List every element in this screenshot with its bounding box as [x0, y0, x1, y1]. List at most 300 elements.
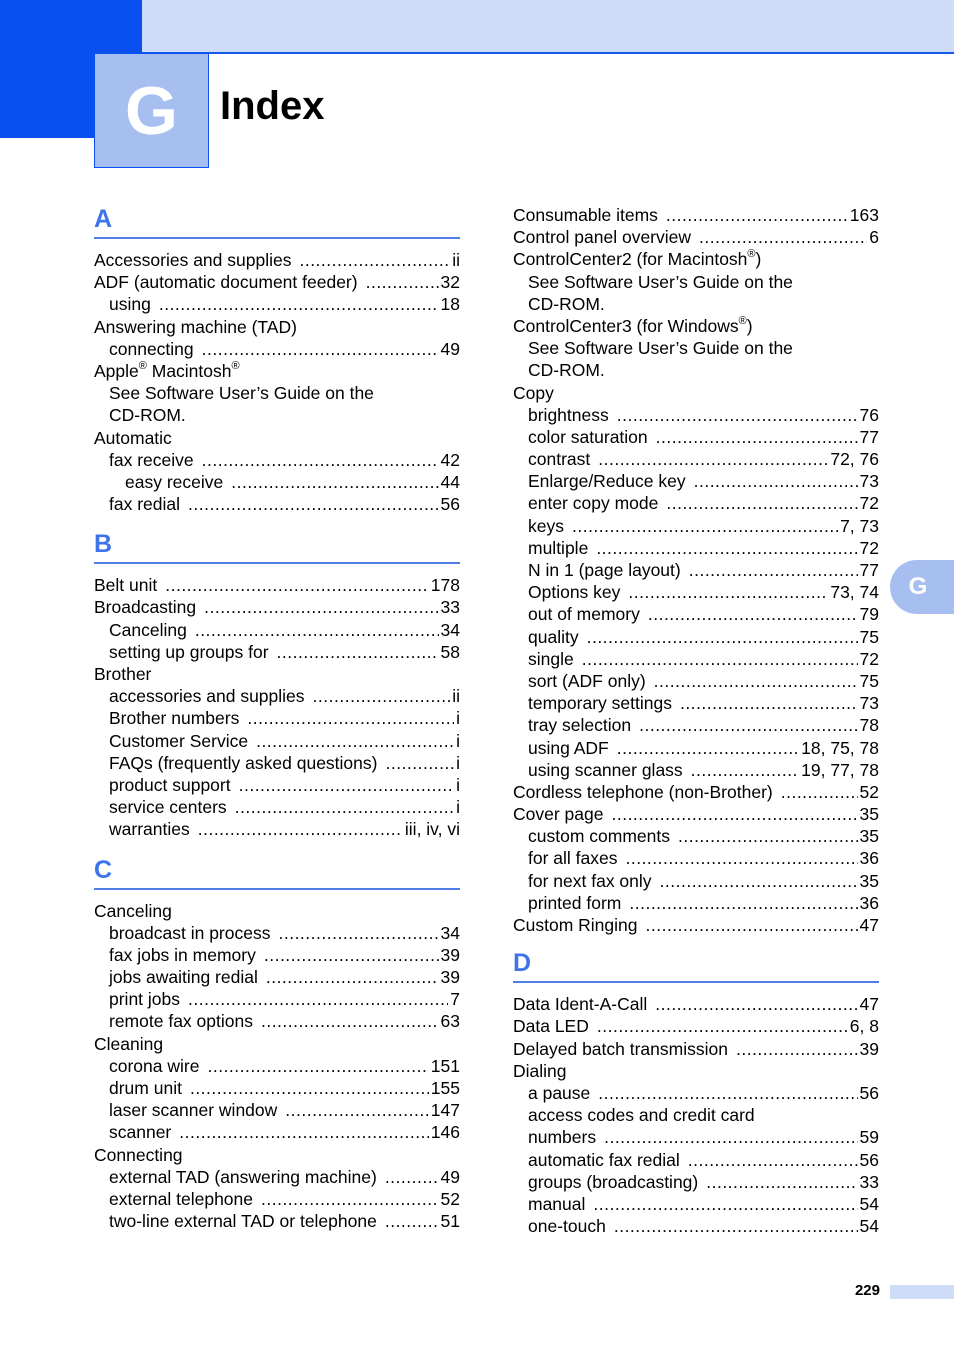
entry-label — [109, 1077, 182, 1099]
index-entry — [94, 316, 460, 338]
dot-leader — [648, 603, 858, 625]
entry-label — [94, 316, 297, 338]
entry-pages: 36 — [859, 892, 879, 913]
entry-label-text: warranties — [109, 819, 190, 840]
index-section — [94, 855, 460, 1233]
index-entry — [94, 900, 460, 922]
entry-label — [109, 1166, 377, 1188]
dot-leader — [385, 752, 454, 774]
dot-leader — [699, 226, 867, 248]
index-entry — [94, 663, 460, 685]
index-entry — [513, 248, 879, 270]
entry-label-text: ) — [746, 315, 753, 336]
index-entry — [94, 641, 460, 663]
entry-label — [109, 685, 305, 707]
index-entry — [94, 427, 460, 449]
dot-leader — [256, 730, 454, 752]
entry-label-text: Automatic — [94, 427, 172, 448]
entry-label-text: See Software User’s Guide on the — [528, 271, 793, 292]
dot-leader — [691, 759, 799, 781]
index-entry — [513, 714, 879, 736]
entry-label-text: ) — [755, 249, 762, 270]
index-entry — [513, 1215, 879, 1237]
entry-label — [94, 249, 291, 271]
entry-label-text: groups (broadcasting) — [528, 1171, 699, 1192]
dot-leader — [165, 574, 429, 596]
entry-label-text: Macintosh — [146, 360, 232, 381]
dot-leader — [611, 803, 857, 825]
index-entry — [513, 515, 879, 537]
dot-leader — [614, 1215, 858, 1237]
entry-label-text: quality — [528, 626, 579, 647]
entry-label-text: printed form — [528, 892, 622, 913]
index-entry — [94, 1188, 460, 1210]
entry-label-text: Options key — [528, 582, 621, 603]
entry-label-text: single — [528, 648, 574, 669]
entry-pages: 51 — [440, 1211, 460, 1232]
index-section — [513, 948, 879, 1237]
index-entry — [513, 692, 879, 714]
index-entry — [513, 670, 879, 692]
index-entry — [513, 382, 879, 404]
entry-pages: 18, 75, 78 — [801, 737, 879, 758]
dot-leader — [587, 626, 858, 648]
dot-leader — [639, 714, 857, 736]
entry-label-text: CD-ROM. — [528, 293, 605, 314]
index-entry — [94, 338, 460, 360]
dot-leader — [688, 1149, 858, 1171]
index-section — [513, 204, 879, 936]
entry-label-text: Canceling — [94, 900, 172, 921]
entry-label — [109, 922, 270, 944]
dot-leader — [202, 338, 439, 360]
entry-label-text: two-line external TAD or telephone — [109, 1211, 377, 1232]
dot-leader — [188, 493, 439, 515]
entry-pages: 39 — [440, 944, 460, 965]
index-entry — [513, 581, 879, 603]
dot-leader — [204, 596, 438, 618]
entry-label-text: setting up groups for — [109, 641, 269, 662]
dot-leader — [656, 426, 858, 448]
dot-leader — [159, 293, 439, 315]
entry-pages: ii — [452, 686, 460, 707]
entry-pages: iii, iv, vi — [404, 819, 460, 840]
entry-label — [528, 670, 646, 692]
entry-label — [528, 1082, 590, 1104]
entry-label — [109, 988, 180, 1010]
dot-leader — [655, 993, 857, 1015]
entry-pages: 54 — [859, 1216, 879, 1237]
section-divider — [94, 888, 460, 890]
index-entry — [94, 1010, 460, 1032]
entry-label-text: N in 1 (page layout) — [528, 560, 681, 580]
dot-leader — [261, 1010, 439, 1032]
entry-label — [528, 1215, 606, 1237]
section-divider — [513, 981, 879, 983]
entry-pages: 7 — [450, 989, 460, 1010]
entry-label — [109, 944, 256, 966]
dot-leader — [654, 670, 858, 692]
index-entry — [513, 337, 879, 359]
entry-label — [513, 382, 554, 404]
entry-pages: i — [456, 797, 460, 818]
entry-label-text: ControlCenter2 (for Macintosh — [513, 249, 748, 270]
index-entry — [513, 1149, 879, 1171]
dot-leader — [313, 685, 451, 707]
entry-pages: 39 — [859, 1038, 879, 1059]
section-letter: B — [94, 530, 113, 559]
dot-leader — [239, 774, 455, 796]
entry-label — [513, 781, 773, 803]
entry-pages: 73 — [859, 693, 879, 714]
index-entry — [513, 914, 879, 936]
section-letter: A — [94, 205, 113, 233]
entry-label-text: print jobs — [109, 989, 181, 1010]
entry-label-text: scanner — [109, 1122, 172, 1143]
index-entry — [513, 315, 879, 337]
entry-pages: 35 — [859, 870, 879, 891]
entry-label-text: FAQs (frequently asked questions) — [109, 752, 378, 773]
entry-pages: i — [456, 752, 460, 773]
dot-leader — [266, 966, 439, 988]
dot-leader — [680, 692, 858, 714]
index-entry — [94, 1144, 460, 1166]
index-entry — [513, 1060, 879, 1082]
entry-label — [94, 596, 196, 618]
entry-label — [109, 641, 269, 663]
page-number-bar — [890, 1285, 954, 1299]
entry-label-text: fax redial — [109, 494, 181, 515]
dot-leader — [582, 648, 858, 670]
entry-label-text: remote fax options — [109, 1011, 253, 1032]
entry-label-text: product support — [109, 774, 231, 795]
entry-label — [513, 248, 761, 270]
index-entry — [94, 360, 460, 382]
entry-label — [513, 315, 753, 337]
entry-label-text: numbers — [528, 1127, 597, 1148]
registered-mark: ® — [738, 314, 747, 327]
entry-label-text: keys — [528, 515, 564, 536]
entry-label-text: multiple — [528, 537, 589, 558]
entry-label — [528, 648, 574, 670]
entry-label-text: Data LED — [513, 1016, 589, 1037]
chapter-letter: G — [125, 72, 178, 149]
entry-label — [109, 752, 377, 774]
entry-label-text: broadcast in process — [109, 922, 271, 943]
dot-leader — [598, 448, 828, 470]
index-entry — [94, 707, 460, 729]
registered-mark: ® — [747, 248, 756, 261]
entry-label — [513, 204, 658, 226]
entry-pages: 79 — [859, 604, 879, 625]
entry-label-text: enter copy mode — [528, 493, 659, 514]
entry-label — [513, 803, 603, 825]
entry-label — [109, 774, 231, 796]
dot-leader — [781, 781, 858, 803]
entry-label — [94, 360, 240, 382]
index-entry — [94, 619, 460, 641]
entry-pages: 73, 74 — [830, 582, 879, 603]
dot-leader — [646, 914, 858, 936]
entry-label-text: custom comments — [528, 826, 670, 847]
entry-label — [528, 626, 579, 648]
index-entry — [513, 1171, 879, 1193]
page-number: 229 — [854, 1282, 880, 1299]
entry-label-text: Cover page — [513, 804, 604, 825]
index-entry — [513, 226, 879, 248]
entry-label — [94, 574, 157, 596]
entry-label-text: Brother numbers — [109, 708, 240, 729]
dot-leader — [660, 870, 858, 892]
registered-mark: ® — [138, 359, 147, 372]
entry-label-text: drum unit — [109, 1078, 182, 1098]
entry-label — [528, 470, 686, 492]
entry-pages: 72 — [859, 493, 879, 514]
entry-pages: 73 — [859, 471, 879, 492]
index-entry — [94, 1077, 460, 1099]
dot-leader — [593, 1193, 857, 1215]
entry-label-text: Dialing — [513, 1060, 567, 1081]
dot-leader — [385, 1210, 439, 1232]
index-entry — [94, 1210, 460, 1232]
dot-leader — [261, 1188, 439, 1210]
entry-label-text: See Software User’s Guide on the — [109, 383, 374, 404]
section-letter: D — [513, 949, 532, 978]
entry-label-text: See Software User’s Guide on the — [528, 338, 793, 359]
index-entry — [513, 825, 879, 847]
entry-label — [528, 426, 648, 448]
entry-label — [528, 515, 564, 537]
entry-label — [109, 730, 248, 752]
entry-label — [94, 271, 358, 293]
entry-pages: 75 — [859, 670, 879, 691]
entry-pages: 39 — [440, 967, 460, 988]
index-entry — [94, 730, 460, 752]
entry-pages: 35 — [859, 804, 879, 825]
chapter-side-tab[interactable] — [890, 560, 954, 614]
dot-leader — [247, 707, 454, 729]
index-entry — [94, 1121, 460, 1143]
entry-pages: 33 — [859, 1171, 879, 1192]
index-entry — [94, 774, 460, 796]
index-entry — [94, 966, 460, 988]
entry-label-text: corona wire — [109, 1055, 200, 1076]
entry-label — [513, 1015, 589, 1037]
entry-label — [513, 226, 691, 248]
dot-leader — [666, 204, 848, 226]
index-entry — [94, 404, 460, 426]
index-entry — [513, 470, 879, 492]
index-entry — [513, 293, 879, 315]
entry-label-text: out of memory — [528, 604, 640, 625]
entry-label — [109, 1210, 377, 1232]
entry-pages: 77 — [859, 560, 879, 580]
entry-label-text: Cordless telephone (non-Brother) — [513, 781, 773, 802]
dot-leader — [198, 818, 403, 840]
entry-label — [109, 1188, 253, 1210]
dot-leader — [617, 404, 858, 426]
entry-label-text: external telephone — [109, 1188, 253, 1209]
entry-label — [109, 1010, 253, 1032]
entry-label — [109, 449, 194, 471]
entry-label-text: Apple — [94, 360, 139, 381]
entry-label — [528, 1149, 680, 1171]
entry-pages: 44 — [440, 471, 460, 492]
entry-label-text: external TAD (answering machine) — [109, 1166, 377, 1187]
entry-pages: 76 — [859, 404, 879, 425]
entry-pages: 7, 73 — [840, 515, 879, 536]
index-entry — [513, 603, 879, 625]
entry-label — [528, 1104, 755, 1126]
entry-pages: 59 — [859, 1127, 879, 1148]
entry-pages: 35 — [859, 826, 879, 847]
entry-label — [125, 471, 223, 493]
entry-label — [528, 603, 640, 625]
entry-label-text: Consumable items — [513, 205, 658, 225]
index-entry — [513, 359, 879, 381]
entry-label-text: color saturation — [528, 426, 648, 447]
entry-label — [109, 493, 180, 515]
entry-label — [528, 870, 652, 892]
entry-label — [528, 1171, 698, 1193]
entry-label — [94, 900, 172, 922]
entry-label-text: using scanner glass — [528, 759, 683, 780]
dot-leader — [598, 1082, 857, 1104]
entry-pages: 6, 8 — [849, 1016, 879, 1037]
dot-leader — [597, 1015, 848, 1037]
entry-label — [528, 404, 609, 426]
index-entry — [513, 737, 879, 759]
entry-pages: i — [456, 774, 460, 795]
entry-pages: 178 — [430, 575, 460, 596]
entry-label — [109, 293, 151, 315]
entry-label-text: connecting — [109, 338, 194, 359]
entry-pages: i — [456, 708, 460, 729]
entry-label — [528, 581, 620, 603]
index-column-left — [94, 204, 460, 1232]
entry-label-text: Belt unit — [94, 575, 158, 596]
entry-label — [528, 537, 588, 559]
index-entry — [94, 493, 460, 515]
dot-leader — [604, 1126, 857, 1148]
dot-leader — [628, 581, 828, 603]
entry-pages: 47 — [859, 915, 879, 935]
entry-pages: 32 — [440, 272, 460, 293]
index-entry — [513, 1104, 879, 1126]
index-entry — [513, 759, 879, 781]
dot-leader — [190, 1077, 429, 1099]
entry-pages: 72 — [859, 537, 879, 558]
dot-leader — [617, 737, 799, 759]
entry-label-text: Answering machine (TAD) — [94, 316, 297, 337]
entry-label — [528, 359, 605, 381]
entry-label — [528, 271, 793, 293]
dot-leader — [736, 1038, 858, 1060]
entry-pages: 151 — [430, 1055, 460, 1076]
entry-label — [109, 382, 374, 404]
dot-leader — [277, 641, 439, 663]
dot-leader — [179, 1121, 429, 1143]
entry-label-text: ADF (automatic document feeder) — [94, 272, 358, 293]
entry-pages: 6 — [869, 227, 879, 248]
dot-leader — [285, 1099, 429, 1121]
dot-leader — [385, 1166, 439, 1188]
page-title: Index — [220, 84, 325, 128]
dot-leader — [207, 1055, 428, 1077]
index-entry — [513, 271, 879, 293]
entry-label — [94, 1033, 163, 1055]
index-entry — [513, 1038, 879, 1060]
index-entry — [513, 537, 879, 559]
entry-label-text: for all faxes — [528, 848, 618, 869]
entry-label — [528, 737, 609, 759]
entry-label-text: service centers — [109, 797, 227, 818]
dot-leader — [202, 449, 439, 471]
entry-label — [528, 825, 670, 847]
entry-label — [109, 1055, 199, 1077]
index-entry — [94, 752, 460, 774]
index-entry — [94, 471, 460, 493]
entry-pages: 155 — [430, 1078, 460, 1098]
entry-pages: 163 — [849, 205, 879, 225]
dot-leader — [706, 1171, 857, 1193]
entry-label — [109, 1099, 277, 1121]
dot-leader — [596, 537, 857, 559]
index-entry — [513, 492, 879, 514]
index-entry — [94, 382, 460, 404]
dot-leader — [188, 988, 448, 1010]
index-entry — [513, 892, 879, 914]
dot-leader — [278, 922, 438, 944]
dot-leader — [625, 847, 857, 869]
index-entry — [94, 1033, 460, 1055]
entry-label-text: using ADF — [528, 737, 609, 758]
entry-pages: 42 — [440, 449, 460, 470]
entry-pages: ii — [452, 250, 460, 270]
index-entry — [94, 922, 460, 944]
entry-pages: 56 — [859, 1082, 879, 1103]
index-entry — [513, 803, 879, 825]
index-entry — [94, 1055, 460, 1077]
entry-label-text: using — [109, 294, 151, 315]
entry-pages: 58 — [440, 641, 460, 662]
index-entry — [513, 448, 879, 470]
index-entry — [94, 449, 460, 471]
entry-pages: 52 — [440, 1188, 460, 1209]
entry-label-text: Copy — [513, 382, 554, 403]
entry-pages: 146 — [430, 1122, 460, 1143]
entry-label — [109, 404, 186, 426]
index-entry — [94, 293, 460, 315]
entry-label-text: CD-ROM. — [109, 405, 186, 426]
entry-label-text: Cleaning — [94, 1033, 164, 1054]
index-entry — [94, 271, 460, 293]
entry-label — [109, 818, 190, 840]
entry-label — [528, 448, 590, 470]
index-entry — [513, 1082, 879, 1104]
entry-label-text: ControlCenter3 (for Windows — [513, 315, 739, 336]
entry-label-text: Control panel overview — [513, 227, 692, 248]
index-section — [94, 204, 460, 515]
entry-label-text: laser scanner window — [109, 1100, 278, 1121]
index-entry — [513, 870, 879, 892]
entry-pages: 34 — [440, 619, 460, 640]
entry-label — [528, 293, 605, 315]
dot-leader — [694, 470, 858, 492]
index-entry — [94, 944, 460, 966]
entry-label-text: Data Ident-A-Call — [513, 994, 648, 1015]
entry-pages: 78 — [859, 715, 879, 736]
